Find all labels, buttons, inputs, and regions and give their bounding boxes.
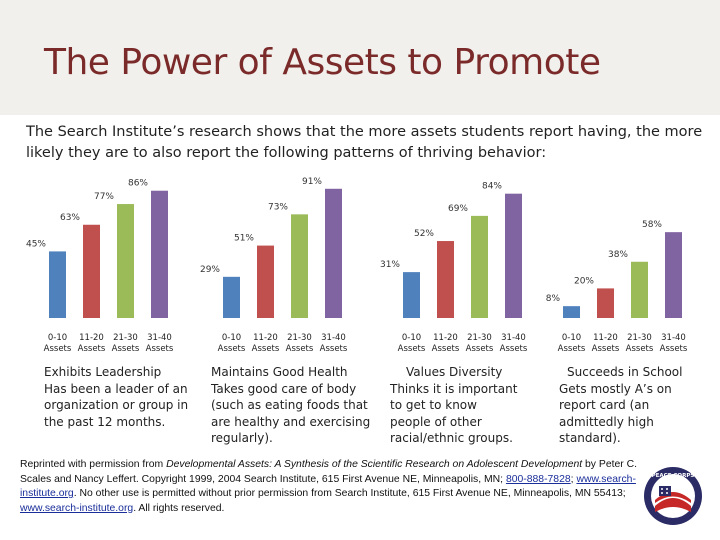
tick-label: Assets — [591, 344, 620, 354]
tick-label: Assets — [285, 344, 314, 354]
tick-label: 21-30 — [467, 333, 492, 343]
caption-body: Takes good care of body (such as eating foods that are healthy and exercising regularly). — [211, 381, 371, 445]
caption-body: Thinks it is important to get to know people of other racial/ethnic groups. — [390, 381, 518, 445]
bar — [325, 189, 342, 318]
data-label: 63% — [59, 212, 80, 223]
bar — [471, 216, 488, 318]
website-link-1[interactable]: www.search-institute.org — [20, 473, 636, 499]
data-label: 69% — [447, 203, 468, 214]
caption-diversity — [390, 364, 520, 447]
logo-text: PEACE CORPS — [651, 473, 695, 479]
caption-heading: Exhibits Leadership — [44, 365, 162, 379]
peace-corps-logo — [643, 466, 703, 526]
bar — [631, 262, 648, 318]
tick-label: Assets — [499, 344, 528, 354]
tick-label: Assets — [625, 344, 654, 354]
citation — [20, 458, 645, 516]
data-label: 73% — [267, 202, 288, 213]
caption-leadership — [44, 364, 204, 430]
data-label: 51% — [233, 233, 254, 244]
data-label: 8% — [545, 294, 560, 305]
tick-label: Assets — [397, 344, 426, 354]
tick-label: Assets — [659, 344, 688, 354]
bar — [597, 288, 614, 318]
data-label: 52% — [413, 229, 434, 240]
data-label: 29% — [199, 264, 220, 275]
data-label: 77% — [93, 192, 114, 203]
tick-label: Assets — [217, 344, 246, 354]
caption-school — [559, 364, 689, 447]
citation-mid: by Peter C. Scales and Nancy Leffert. Copyright 1999, 2004 Search Institute, 615 First Avenue NE, Minneapolis, MN; — [20, 459, 638, 485]
caption-health — [211, 364, 371, 447]
bar — [49, 251, 66, 318]
tick-label: 31-40 — [321, 333, 346, 343]
bar — [563, 306, 580, 318]
caption-heading: Succeeds in School — [567, 365, 683, 379]
bar — [291, 214, 308, 318]
bar — [151, 191, 168, 318]
citation-pre: Reprinted with permission from — [20, 459, 167, 470]
caption-heading: Maintains Good Health — [211, 365, 348, 379]
tick-label: 31-40 — [501, 333, 526, 343]
tick-label: 31-40 — [661, 333, 686, 343]
bar — [665, 232, 682, 318]
caption-body: Gets mostly A’s on report card (an admittedly high standard). — [559, 381, 672, 445]
tick-label: Assets — [557, 344, 586, 354]
data-label: 38% — [607, 249, 628, 260]
tick-label: Assets — [251, 344, 280, 354]
bar — [83, 225, 100, 318]
data-label: 91% — [301, 176, 322, 187]
tick-label: 11-20 — [253, 333, 278, 343]
tick-label: Assets — [465, 344, 494, 354]
data-label: 45% — [25, 239, 46, 250]
page-title: The Power of Assets to Promote — [44, 42, 601, 83]
tick-label: Assets — [77, 344, 106, 354]
intro-text: The Search Institute’s research shows that the more assets students report having, the more likely they are to also report the following patterns of thriving behavior: — [26, 124, 703, 161]
tick-label: 21-30 — [627, 333, 652, 343]
tick-label: Assets — [43, 344, 72, 354]
data-label: 84% — [481, 181, 502, 192]
tick-label: 0-10 — [47, 333, 68, 343]
citation-end: . All rights reserved. — [133, 502, 225, 514]
bar — [257, 246, 274, 318]
citation-mid2: . No other use is permitted without prior permission from Search Institute, 615 First Avenue NE, Minneapolis, MN 55413; — [73, 488, 626, 499]
bar — [505, 194, 522, 318]
tick-label: Assets — [145, 344, 174, 354]
bar — [223, 277, 240, 318]
data-label: 58% — [641, 220, 662, 231]
tick-label: 11-20 — [79, 333, 104, 343]
tick-label: 0-10 — [561, 333, 582, 343]
bar — [403, 272, 420, 318]
caption-body: Has been a leader of an organization or group in the past 12 months. — [44, 381, 189, 429]
tick-label: Assets — [319, 344, 348, 354]
data-label: 20% — [573, 276, 594, 287]
data-label: 31% — [379, 260, 400, 271]
caption-heading: Values Diversity — [406, 365, 503, 379]
tick-label: 0-10 — [221, 333, 242, 343]
bar — [117, 204, 134, 318]
citation-book: Developmental Assets: A Synthesis of the Scientific Research on Adolescent Development — [166, 459, 583, 470]
phone-link[interactable]: 800-888-7828 — [505, 473, 571, 485]
citation-sep: ; — [570, 473, 577, 485]
tick-label: 21-30 — [113, 333, 138, 343]
tick-label: 31-40 — [147, 333, 172, 343]
tick-label: 11-20 — [593, 333, 618, 343]
tick-label: 0-10 — [401, 333, 422, 343]
tick-label: 11-20 — [433, 333, 458, 343]
bar — [437, 241, 454, 318]
data-label: 86% — [127, 178, 148, 189]
website-link-2[interactable]: www.search-institute.org — [20, 502, 134, 514]
tick-label: Assets — [111, 344, 140, 354]
tick-label: 21-30 — [287, 333, 312, 343]
tick-label: Assets — [431, 344, 460, 354]
